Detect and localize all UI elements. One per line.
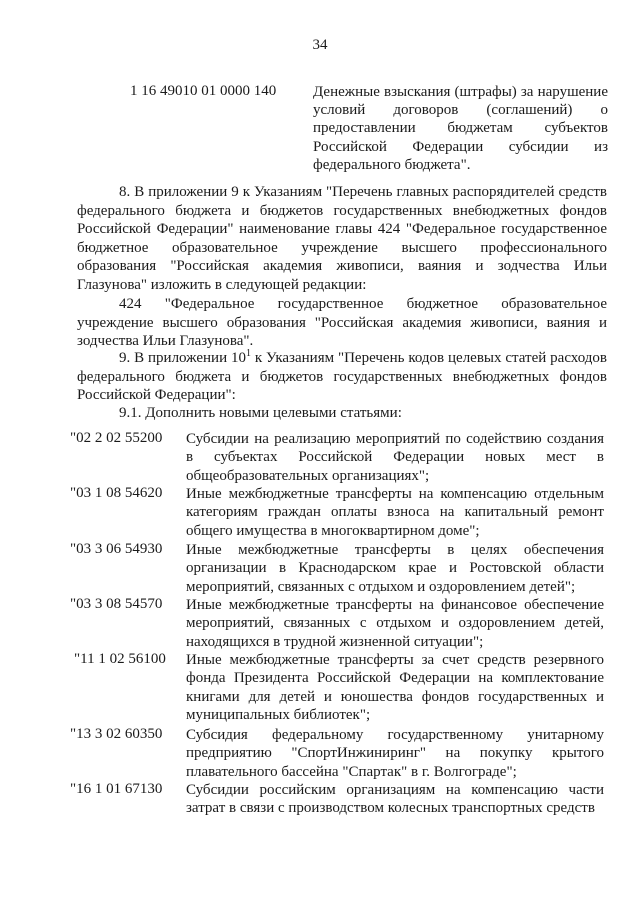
entry-text: Иные межбюджетные трансферты за счет средств резервного фонда Президента Российской Федерации на комплектование книгами для детей и юношества фондов государственных и муниципальных библиотек"; — [186, 652, 604, 724]
entry-text: Субсидии российским организациям на компенсацию части затрат в связи с производством колесных транспортных средств — [186, 782, 604, 817]
paragraph-9-start: 9. В приложении 10 — [119, 350, 246, 366]
paragraph-8: 8. В приложении 9 к Указаниям "Перечень главных распорядителей средств федерального бюджета и бюджетов государственных внебюджетных фондов Российской Федерации" наименование главы 424 "Федеральное государственное бюджетное образовательное учреждение высшего профессионального образования "Российская академия живописи, ваяния и зодчества Ильи Глазунова" изложить в следующей редакции: — [77, 184, 607, 293]
top-entry-code: 1 16 49010 01 0000 140 — [130, 83, 277, 99]
entry-code: "11 1 02 56100 — [74, 651, 166, 667]
entry-code: "02 2 02 55200 — [70, 430, 163, 446]
page-number: 34 — [312, 37, 328, 53]
entry-code: "03 3 08 54570 — [70, 596, 163, 612]
entry-code: "03 3 06 54930 — [70, 541, 163, 557]
entry-code: "13 3 02 60350 — [70, 726, 163, 742]
entry-code: "16 1 01 67130 — [70, 781, 163, 797]
paragraph-9-1: 9.1. Дополнить новыми целевыми статьями: — [119, 405, 402, 421]
entry-code: "03 1 08 54620 — [70, 485, 163, 501]
paragraph-9 — [77, 349, 607, 405]
entry-text: Субсидии на реализацию мероприятий по содействию создания в субъектах Российской Федерации новых мест в общеобразовательных организациях"; — [186, 431, 604, 484]
paragraph-9-superscript: 1 — [245, 348, 251, 359]
entry-text: Иные межбюджетные трансферты в целях обеспечения организации в Краснодарском крае и Ростовской области мероприятий, связанных с отдыхом и оздоровлением детей"; — [186, 542, 604, 595]
entry-text: Иные межбюджетные трансферты на компенсацию отдельным категориям граждан оплаты взноса на капитальный ремонт общего имущества в многоквартирном доме"; — [186, 486, 604, 539]
entry-text: Субсидия федеральному государственному унитарному предприятию "СпортИнжиниринг" на покупку крытого плавательного бассейна "Спартак" в г. Волгограде"; — [186, 727, 604, 780]
top-entry-text: Денежные взыскания (штрафы) за нарушение условий договоров (соглашений) о предоставлении бюджетам субъектов Российской Федерации субсидии из федерального бюджета". — [313, 84, 608, 173]
paragraph-9-rest: к Указаниям "Перечень кодов целевых статей расходов федерального бюджета и бюджетов государственных внебюджетных фондов Российской Федерации": — [77, 350, 607, 404]
paragraph-424: 424 "Федеральное государственное бюджетное образовательное учреждение высшего образования "Российская академия живописи, ваяния и зодчества Ильи Глазунова". — [77, 296, 607, 350]
entry-text: Иные межбюджетные трансферты на финансовое обеспечение мероприятий, связанных с отдыхом и оздоровлением детей, находящихся в трудной жизненной ситуации"; — [186, 597, 604, 650]
